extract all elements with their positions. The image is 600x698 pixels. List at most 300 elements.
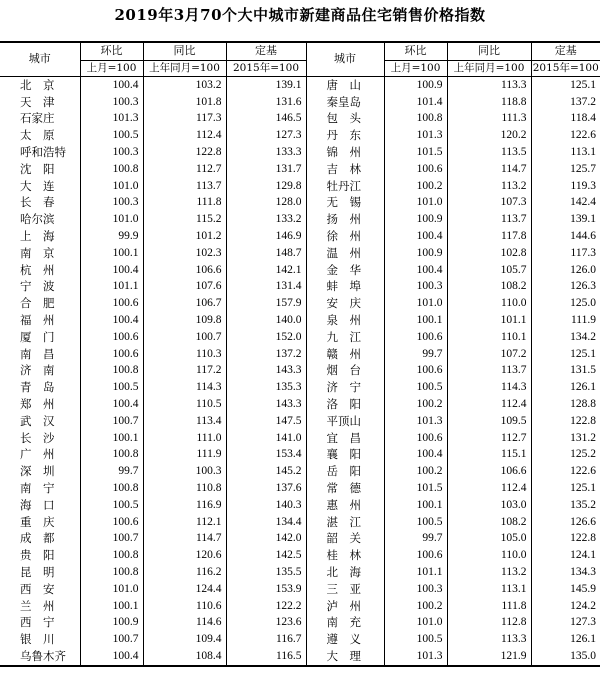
yoy-value-right: 110.0 <box>447 295 531 312</box>
yoy-value-left: 111.9 <box>143 446 226 463</box>
fixed-value-right: 125.7 <box>531 161 600 178</box>
city-name-right: 湛 江 <box>306 514 384 531</box>
fixed-value-right: 127.3 <box>531 614 600 631</box>
mom-value-right: 100.6 <box>384 430 447 447</box>
yoy-value-left: 111.0 <box>143 430 226 447</box>
mom-value-left: 101.1 <box>80 278 143 295</box>
city-name-right: 北 海 <box>306 564 384 581</box>
fixed-value-left: 146.5 <box>226 110 306 127</box>
table-row <box>0 648 600 666</box>
city-name-right: 赣 州 <box>306 346 384 363</box>
city-name-left: 北 京 <box>20 77 55 92</box>
mom-value-left: 100.8 <box>80 564 143 581</box>
mom-value-left: 100.4 <box>80 396 143 413</box>
mom-value-left: 100.4 <box>80 648 143 666</box>
fixed-value-left: 128.0 <box>226 194 306 211</box>
yoy-value-right: 113.7 <box>447 362 531 379</box>
yoy-value-left: 110.6 <box>143 598 226 615</box>
table-row <box>0 430 600 447</box>
city-name-left: 昆 明 <box>20 564 55 579</box>
yoy-value-right: 120.2 <box>447 127 531 144</box>
fixed-value-left: 137.2 <box>226 346 306 363</box>
yoy-value-left: 111.8 <box>143 194 226 211</box>
mom-value-left: 100.7 <box>80 530 143 547</box>
yoy-value-right: 118.8 <box>447 94 531 111</box>
fixed-value-left: 116.5 <box>226 648 306 666</box>
yoy-value-left: 114.3 <box>143 379 226 396</box>
city-name-right: 温 州 <box>306 245 384 262</box>
header-city-left: 城市 <box>0 42 80 76</box>
city-name-left: 长 春 <box>20 195 55 210</box>
city-name-right: 惠 州 <box>306 497 384 514</box>
mom-value-left: 100.6 <box>80 514 143 531</box>
yoy-value-right: 113.3 <box>447 631 531 648</box>
city-name-left: 西 安 <box>20 581 55 596</box>
city-name-right: 大 理 <box>306 648 384 666</box>
table-row <box>0 211 600 228</box>
yoy-value-left: 113.7 <box>143 178 226 195</box>
fixed-value-left: 135.5 <box>226 564 306 581</box>
mom-value-left: 100.7 <box>80 631 143 648</box>
yoy-value-left: 112.1 <box>143 514 226 531</box>
table-row <box>0 245 600 262</box>
mom-value-right: 100.2 <box>384 396 447 413</box>
yoy-value-right: 109.5 <box>447 413 531 430</box>
table-row <box>0 379 600 396</box>
fixed-value-left: 157.9 <box>226 295 306 312</box>
table-row <box>0 463 600 480</box>
mom-value-left: 99.7 <box>80 463 143 480</box>
fixed-value-right: 126.0 <box>531 262 600 279</box>
table-row <box>0 631 600 648</box>
fixed-value-left: 148.7 <box>226 245 306 262</box>
yoy-value-left: 106.6 <box>143 262 226 279</box>
mom-value-left: 100.1 <box>80 245 143 262</box>
table-row <box>0 278 600 295</box>
city-name-left: 海 口 <box>20 497 55 512</box>
table-row <box>0 194 600 211</box>
city-name-right: 秦皇岛 <box>306 94 384 111</box>
mom-value-left: 100.4 <box>80 76 143 93</box>
header-yoy-base-right: 上年同月=100 <box>447 60 531 76</box>
mom-value-right: 100.4 <box>384 228 447 245</box>
table-row <box>0 547 600 564</box>
city-name-left: 贵 阳 <box>20 548 55 563</box>
fixed-value-right: 131.5 <box>531 362 600 379</box>
table-row <box>0 396 600 413</box>
mom-value-right: 100.4 <box>384 262 447 279</box>
fixed-value-right: 134.2 <box>531 329 600 346</box>
yoy-value-right: 113.2 <box>447 564 531 581</box>
city-name-right: 平顶山 <box>306 413 384 430</box>
fixed-value-right: 119.3 <box>531 178 600 195</box>
header-mom-right: 环比 <box>384 42 447 60</box>
city-name-right: 济 宁 <box>306 379 384 396</box>
yoy-value-right: 113.1 <box>447 581 531 598</box>
city-name-left: 广 州 <box>20 447 55 462</box>
city-name-right: 南 充 <box>306 614 384 631</box>
yoy-value-right: 114.3 <box>447 379 531 396</box>
fixed-value-left: 141.0 <box>226 430 306 447</box>
fixed-value-right: 125.1 <box>531 76 600 93</box>
yoy-value-right: 121.9 <box>447 648 531 666</box>
fixed-value-right: 125.2 <box>531 446 600 463</box>
city-name-right: 岳 阳 <box>306 463 384 480</box>
yoy-value-right: 113.5 <box>447 144 531 161</box>
yoy-value-left: 103.2 <box>143 76 226 93</box>
city-name-right: 韶 关 <box>306 530 384 547</box>
mom-value-right: 101.0 <box>384 614 447 631</box>
fixed-value-left: 145.2 <box>226 463 306 480</box>
table-row <box>0 262 600 279</box>
city-name-left: 长 沙 <box>20 430 55 445</box>
fixed-value-right: 137.2 <box>531 94 600 111</box>
city-name-left: 银 川 <box>20 632 55 647</box>
fixed-value-left: 142.1 <box>226 262 306 279</box>
yoy-value-right: 107.3 <box>447 194 531 211</box>
city-name-left: 武 汉 <box>20 413 55 428</box>
mom-value-left: 100.6 <box>80 295 143 312</box>
yoy-value-right: 101.1 <box>447 312 531 329</box>
header-yoy-base-left: 上年同月=100 <box>143 60 226 76</box>
mom-value-right: 100.6 <box>384 161 447 178</box>
yoy-value-left: 117.2 <box>143 362 226 379</box>
yoy-value-right: 113.7 <box>447 211 531 228</box>
fixed-value-left: 139.1 <box>226 76 306 93</box>
fixed-value-left: 123.6 <box>226 614 306 631</box>
fixed-value-left: 133.3 <box>226 144 306 161</box>
table-row <box>0 362 600 379</box>
table-row <box>0 228 600 245</box>
city-name-right: 洛 阳 <box>306 396 384 413</box>
header-city-right: 城市 <box>306 42 384 76</box>
mom-value-left: 100.3 <box>80 144 143 161</box>
yoy-value-right: 107.2 <box>447 346 531 363</box>
mom-value-right: 100.9 <box>384 245 447 262</box>
fixed-value-left: 127.3 <box>226 127 306 144</box>
fixed-value-right: 124.2 <box>531 598 600 615</box>
table-row <box>0 480 600 497</box>
table-row <box>0 446 600 463</box>
mom-value-left: 100.9 <box>80 614 143 631</box>
mom-value-left: 101.0 <box>80 211 143 228</box>
city-name-left: 太 原 <box>20 128 55 143</box>
city-name-right: 烟 台 <box>306 362 384 379</box>
city-name-right: 牡丹江 <box>306 178 384 195</box>
table-row <box>0 127 600 144</box>
mom-value-left: 101.0 <box>80 581 143 598</box>
yoy-value-right: 113.3 <box>447 76 531 93</box>
mom-value-right: 100.1 <box>384 497 447 514</box>
mom-value-right: 101.0 <box>384 295 447 312</box>
yoy-value-right: 113.2 <box>447 178 531 195</box>
fixed-value-right: 122.6 <box>531 463 600 480</box>
table-row <box>0 178 600 195</box>
yoy-value-right: 103.0 <box>447 497 531 514</box>
city-name-left: 石家庄 <box>20 111 55 126</box>
header-fixed-base-right: 2015年=100 <box>531 60 600 76</box>
city-name-right: 襄 阳 <box>306 446 384 463</box>
city-name-right: 包 头 <box>306 110 384 127</box>
mom-value-right: 101.5 <box>384 144 447 161</box>
price-index-table <box>0 41 600 667</box>
fixed-value-left: 146.9 <box>226 228 306 245</box>
fixed-value-left: 116.7 <box>226 631 306 648</box>
fixed-value-left: 152.0 <box>226 329 306 346</box>
table-row <box>0 110 600 127</box>
yoy-value-left: 110.5 <box>143 396 226 413</box>
mom-value-left: 100.1 <box>80 598 143 615</box>
fixed-value-left: 122.2 <box>226 598 306 615</box>
fixed-value-right: 142.4 <box>531 194 600 211</box>
fixed-value-left: 142.5 <box>226 547 306 564</box>
mom-value-left: 101.0 <box>80 178 143 195</box>
city-name-left: 重 庆 <box>20 514 55 529</box>
city-name-left: 厦 门 <box>20 329 55 344</box>
city-name-right: 蚌 埠 <box>306 278 384 295</box>
yoy-value-right: 110.0 <box>447 547 531 564</box>
city-name-right: 泸 州 <box>306 598 384 615</box>
table-row <box>0 564 600 581</box>
fixed-value-left: 153.4 <box>226 446 306 463</box>
mom-value-right: 101.4 <box>384 94 447 111</box>
city-name-right: 安 庆 <box>306 295 384 312</box>
mom-value-right: 100.2 <box>384 598 447 615</box>
mom-value-left: 100.3 <box>80 194 143 211</box>
mom-value-right: 101.3 <box>384 127 447 144</box>
city-name-right: 常 德 <box>306 480 384 497</box>
city-name-right: 徐 州 <box>306 228 384 245</box>
table-row <box>0 346 600 363</box>
fixed-value-right: 117.3 <box>531 245 600 262</box>
mom-value-left: 100.7 <box>80 413 143 430</box>
page-title: 2019年3月70个大中城市新建商品住宅销售价格指数 <box>114 6 486 24</box>
fixed-value-left: 147.5 <box>226 413 306 430</box>
fixed-value-left: 133.2 <box>226 211 306 228</box>
city-name-left: 深 圳 <box>20 464 55 479</box>
header-row-top <box>0 42 600 60</box>
table-body <box>0 76 600 665</box>
fixed-value-left: 143.3 <box>226 396 306 413</box>
table-row <box>0 76 600 93</box>
yoy-value-left: 106.7 <box>143 295 226 312</box>
mom-value-right: 100.5 <box>384 514 447 531</box>
mom-value-right: 100.9 <box>384 211 447 228</box>
mom-value-right: 100.4 <box>384 446 447 463</box>
mom-value-left: 100.8 <box>80 161 143 178</box>
yoy-value-left: 101.8 <box>143 94 226 111</box>
table-row <box>0 312 600 329</box>
fixed-value-right: 126.6 <box>531 514 600 531</box>
table-row <box>0 161 600 178</box>
yoy-value-right: 105.7 <box>447 262 531 279</box>
city-name-left: 哈尔滨 <box>20 212 55 227</box>
city-name-right: 遵 义 <box>306 631 384 648</box>
table-row <box>0 581 600 598</box>
city-name-left: 成 都 <box>20 531 55 546</box>
yoy-value-left: 101.2 <box>143 228 226 245</box>
city-name-right: 金 华 <box>306 262 384 279</box>
mom-value-right: 100.2 <box>384 463 447 480</box>
yoy-value-right: 106.6 <box>447 463 531 480</box>
yoy-value-right: 114.7 <box>447 161 531 178</box>
mom-value-right: 100.1 <box>384 312 447 329</box>
fixed-value-right: 122.8 <box>531 530 600 547</box>
fixed-value-left: 131.6 <box>226 94 306 111</box>
fixed-value-right: 126.1 <box>531 379 600 396</box>
yoy-value-right: 111.8 <box>447 598 531 615</box>
table-row <box>0 497 600 514</box>
yoy-value-right: 112.4 <box>447 480 531 497</box>
header-mom-base-left: 上月=100 <box>80 60 143 76</box>
mom-value-left: 100.8 <box>80 547 143 564</box>
mom-value-left: 99.9 <box>80 228 143 245</box>
mom-value-right: 100.2 <box>384 178 447 195</box>
city-name-right: 桂 林 <box>306 547 384 564</box>
city-name-left: 沈 阳 <box>20 161 55 176</box>
header-mom-left: 环比 <box>80 42 143 60</box>
city-name-left: 宁 波 <box>20 279 55 294</box>
mom-value-right: 100.9 <box>384 76 447 93</box>
mom-value-right: 99.7 <box>384 530 447 547</box>
table-row <box>0 144 600 161</box>
mom-value-left: 100.6 <box>80 329 143 346</box>
header-yoy-left: 同比 <box>143 42 226 60</box>
yoy-value-right: 105.0 <box>447 530 531 547</box>
fixed-value-left: 140.3 <box>226 497 306 514</box>
yoy-value-left: 109.4 <box>143 631 226 648</box>
mom-value-left: 100.6 <box>80 346 143 363</box>
yoy-value-right: 108.2 <box>447 278 531 295</box>
yoy-value-left: 114.6 <box>143 614 226 631</box>
mom-value-left: 100.3 <box>80 94 143 111</box>
mom-value-left: 100.4 <box>80 312 143 329</box>
table-row <box>0 413 600 430</box>
mom-value-left: 100.5 <box>80 379 143 396</box>
fixed-value-right: 144.6 <box>531 228 600 245</box>
fixed-value-right: 128.8 <box>531 396 600 413</box>
fixed-value-left: 153.9 <box>226 581 306 598</box>
city-name-left: 兰 州 <box>20 598 55 613</box>
fixed-value-left: 137.6 <box>226 480 306 497</box>
city-name-right: 丹 东 <box>306 127 384 144</box>
mom-value-right: 101.0 <box>384 194 447 211</box>
mom-value-right: 100.3 <box>384 581 447 598</box>
yoy-value-left: 117.3 <box>143 110 226 127</box>
yoy-value-right: 117.8 <box>447 228 531 245</box>
mom-value-right: 101.5 <box>384 480 447 497</box>
yoy-value-right: 108.2 <box>447 514 531 531</box>
fixed-value-right: 118.4 <box>531 110 600 127</box>
yoy-value-left: 112.7 <box>143 161 226 178</box>
yoy-value-left: 124.4 <box>143 581 226 598</box>
yoy-value-left: 116.2 <box>143 564 226 581</box>
mom-value-left: 100.5 <box>80 497 143 514</box>
fixed-value-right: 135.2 <box>531 497 600 514</box>
yoy-value-left: 115.2 <box>143 211 226 228</box>
fixed-value-left: 129.8 <box>226 178 306 195</box>
yoy-value-left: 100.7 <box>143 329 226 346</box>
fixed-value-right: 124.1 <box>531 547 600 564</box>
city-name-left: 上 海 <box>20 228 55 243</box>
header-mom-base-right: 上月=100 <box>384 60 447 76</box>
city-name-left: 济 南 <box>20 363 55 378</box>
fixed-value-left: 134.4 <box>226 514 306 531</box>
yoy-value-left: 116.9 <box>143 497 226 514</box>
fixed-value-left: 135.3 <box>226 379 306 396</box>
city-name-right: 唐 山 <box>306 76 384 93</box>
mom-value-right: 99.7 <box>384 346 447 363</box>
table-row <box>0 514 600 531</box>
city-name-left: 大 连 <box>20 178 55 193</box>
city-name-right: 宜 昌 <box>306 430 384 447</box>
city-name-left: 福 州 <box>20 312 55 327</box>
mom-value-left: 100.4 <box>80 262 143 279</box>
mom-value-left: 100.8 <box>80 362 143 379</box>
fixed-value-right: 125.1 <box>531 480 600 497</box>
mom-value-right: 100.3 <box>384 278 447 295</box>
city-name-left: 南 昌 <box>20 346 55 361</box>
yoy-value-right: 112.8 <box>447 614 531 631</box>
fixed-value-right: 111.9 <box>531 312 600 329</box>
city-name-left: 郑 州 <box>20 396 55 411</box>
mom-value-right: 100.8 <box>384 110 447 127</box>
yoy-value-left: 120.6 <box>143 547 226 564</box>
fixed-value-right: 139.1 <box>531 211 600 228</box>
fixed-value-right: 134.3 <box>531 564 600 581</box>
header-fixed-base-left: 2015年=100 <box>226 60 306 76</box>
fixed-value-right: 135.0 <box>531 648 600 666</box>
table-row <box>0 94 600 111</box>
table-row <box>0 598 600 615</box>
city-name-left: 西 宁 <box>20 615 55 630</box>
fixed-value-right: 126.1 <box>531 631 600 648</box>
mom-value-left: 100.8 <box>80 446 143 463</box>
mom-value-right: 100.6 <box>384 547 447 564</box>
mom-value-right: 100.6 <box>384 329 447 346</box>
fixed-value-right: 122.6 <box>531 127 600 144</box>
yoy-value-right: 110.1 <box>447 329 531 346</box>
mom-value-right: 101.3 <box>384 413 447 430</box>
yoy-value-left: 122.8 <box>143 144 226 161</box>
yoy-value-left: 109.8 <box>143 312 226 329</box>
city-name-right: 九 江 <box>306 329 384 346</box>
yoy-value-right: 102.8 <box>447 245 531 262</box>
header-row-base <box>0 60 600 76</box>
mom-value-right: 101.1 <box>384 564 447 581</box>
mom-value-left: 101.3 <box>80 110 143 127</box>
city-name-right: 泉 州 <box>306 312 384 329</box>
header-fixed-right: 定基 <box>531 42 600 60</box>
city-name-left: 合 肥 <box>20 296 55 311</box>
yoy-value-right: 112.4 <box>447 396 531 413</box>
fixed-value-left: 142.0 <box>226 530 306 547</box>
fixed-value-right: 125.0 <box>531 295 600 312</box>
yoy-value-left: 113.4 <box>143 413 226 430</box>
yoy-value-left: 110.3 <box>143 346 226 363</box>
mom-value-right: 101.3 <box>384 648 447 666</box>
table-row <box>0 295 600 312</box>
fixed-value-left: 131.7 <box>226 161 306 178</box>
yoy-value-right: 115.1 <box>447 446 531 463</box>
city-name-right: 锦 州 <box>306 144 384 161</box>
fixed-value-left: 140.0 <box>226 312 306 329</box>
city-name-left: 南 宁 <box>20 480 55 495</box>
yoy-value-left: 112.4 <box>143 127 226 144</box>
city-name-right: 无 锡 <box>306 194 384 211</box>
city-name-left: 南 京 <box>20 245 55 260</box>
table-row <box>0 614 600 631</box>
